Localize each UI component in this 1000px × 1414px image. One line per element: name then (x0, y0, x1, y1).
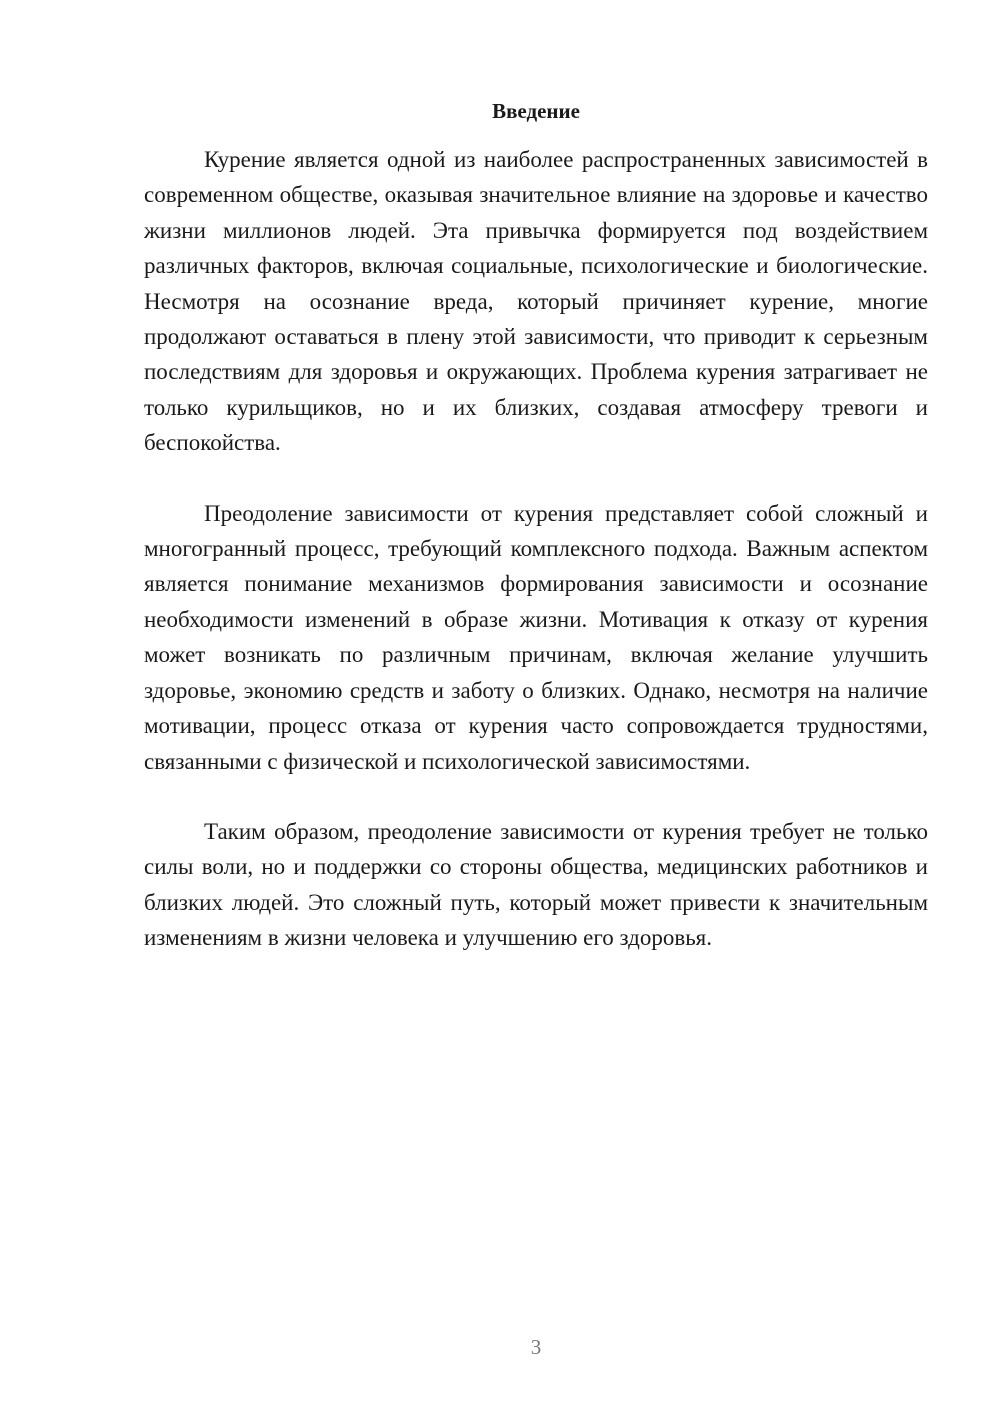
paragraph-3: Таким образом, преодоление зависимости от курения требует не только силы воли, но и поддержки со стороны общества, медицинских работников и близких людей. Это сложный путь, который может привести к значительным изменениям в жизни человека и улучшению его здоровья. (144, 818, 928, 951)
paragraph-1: Курение является одной из наиболее распространенных зависимостей в современном обществе, оказывая значительное влияние на здоровье и качество жизни миллионов людей. Эта привычка формируется под воздействием различных факторов, включая социальные, психологические и биологические. Несмотря на осознание вреда, который причиняет курение, многие продолжают оставаться в плену этой зависимости, что приводит к серьезным последствиям для здоровья и окружающих. Проблема курения затрагивает не только курильщиков, но и их близких, создавая атмосферу тревоги и беспокойства. (144, 147, 928, 456)
body-text (144, 142, 928, 956)
paragraph-2: Преодоление зависимости от курения представляет собой сложный и многогранный процесс, требующий комплексного подхода. Важным аспектом является понимание механизмов формирования зависимости и осознание необходимости изменений в образе жизни. Мотивация к отказу от курения может возникать по различным причинам, включая желание улучшить здоровье, экономию средств и заботу о близких. Однако, несмотря на наличие мотивации, процесс отказа от курения часто сопровождается трудностями, связанными с физической и психологической зависимостями. (144, 500, 928, 774)
page-number: 3 (530, 1335, 542, 1359)
section-heading: Введение (492, 99, 580, 123)
